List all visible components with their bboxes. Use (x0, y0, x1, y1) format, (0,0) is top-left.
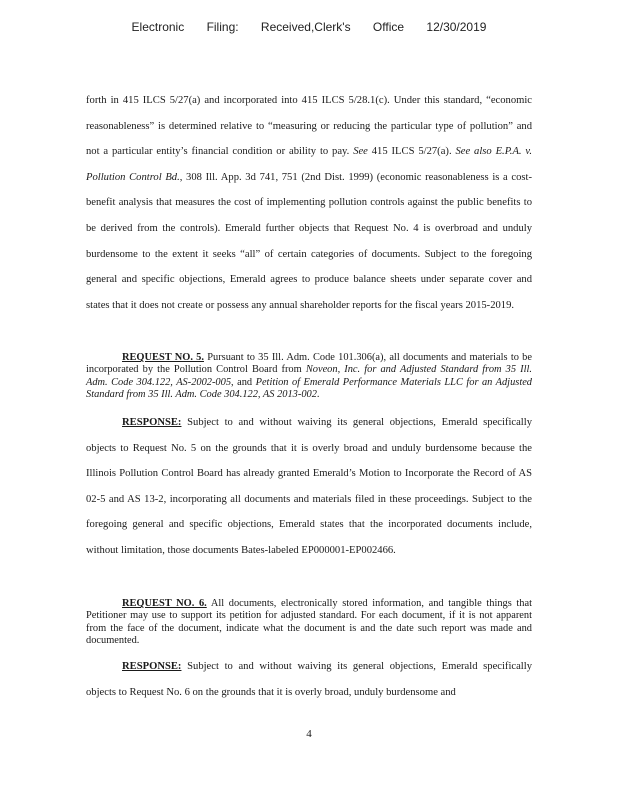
p1-see-also: See also E.P.A. v. Pollution Control Bd. (86, 146, 532, 183)
request-5-t3: . (316, 389, 320, 401)
request-5-t2: , and (231, 376, 256, 388)
response-6-text (86, 654, 532, 705)
header-filing: Filing: (206, 20, 239, 34)
header-electronic: Electronic (131, 20, 185, 34)
header-received: Received,Clerk's (260, 20, 351, 34)
request-5-label: REQUEST NO. 5. (122, 352, 204, 363)
request-5-case-2: Petition of Emerald Performance Materials LLC for an Adjusted Standard from 35 Ill. Adm. Code 304.122, AS 2013-002 (86, 376, 533, 401)
filing-stamp-header (0, 20, 618, 34)
response-6-label: RESPONSE: (122, 661, 182, 672)
response-6-body: Subject to and without waiving its general objections, Emerald specifically objects to Request No. 6 on the grounds that it is overly broad, unduly burdensome and (86, 661, 532, 698)
response-5-label: RESPONSE: (122, 417, 182, 428)
continuation-text (86, 88, 532, 318)
request-6-label: REQUEST NO. 6. (122, 598, 207, 609)
header-office: Office (372, 20, 405, 34)
response-6 (86, 654, 532, 705)
request-5-text (86, 352, 532, 402)
paragraph-continuation (86, 88, 532, 318)
request-5-case-1: Noveon, Inc. for and Adjusted Standard from 35 Ill. Adm. Code 304.122, AS-2002-005 (86, 364, 532, 388)
response-5-text (86, 410, 532, 564)
request-6 (86, 598, 532, 648)
p1-text-2: 415 ILCS 5/27(a). (367, 146, 456, 158)
request-6-text (86, 598, 532, 648)
request-6-body: All documents, electronically stored information, and tangible things that Petitioner may use to support its petition for adjusted standard. For each document, if it is not apparent from the face of the document, indicate what the document is and the date such report was made and documented. (86, 598, 532, 647)
p1-text-1: forth in 415 ILCS 5/27(a) and incorporated into 415 ILCS 5/28.1(c). Under this standard, “economic reasonableness” is determined relative to “measuring or reducing the particular type of pollution” and not a particular entity’s financial condition or ability to pay. (86, 95, 532, 158)
request-5 (86, 352, 532, 402)
response-5 (86, 410, 532, 564)
request-5-t1: Pursuant to 35 Ill. Adm. Code 101.306(a), all documents and materials to be incorporated by the Pollution Control Board from (86, 352, 532, 376)
page-number: 4 (306, 728, 312, 740)
response-5-body: Subject to and without waiving its general objections, Emerald specifically objects to Request No. 5 on the grounds that it is overly broad and unduly burdensome because the Illinois Pollution Control Board has already granted Emerald’s Motion to Incorporate the Record of AS 02-5 and AS 13-2, incorporating all documents and materials filed in these proceedings. Subject to the foregoing general and specific objections, Emerald states that the incorporated documents include, without limitation, those documents Bates-labeled EP000001-EP002466. (86, 417, 532, 556)
p1-see: See (353, 146, 368, 158)
p1-text-3: , 308 Ill. App. 3d 741, 751 (2nd Dist. 1999) (economic reasonableness is a cost-benefit analysis that measures the cost of implementing pollution controls against the public benefits to be derived from the controls). Emerald further objects that Request No. 4 is overbroad and unduly burdensome to the extent it seeks “all” of certain categories of documents. Subject to the foregoing general and specific objections, Emerald agrees to produce balance sheets under separate cover and states that it does not create or possess any annual shareholder reports for the fiscal years 2015-2019. (86, 171, 532, 311)
header-date: 12/30/2019 (426, 20, 487, 34)
